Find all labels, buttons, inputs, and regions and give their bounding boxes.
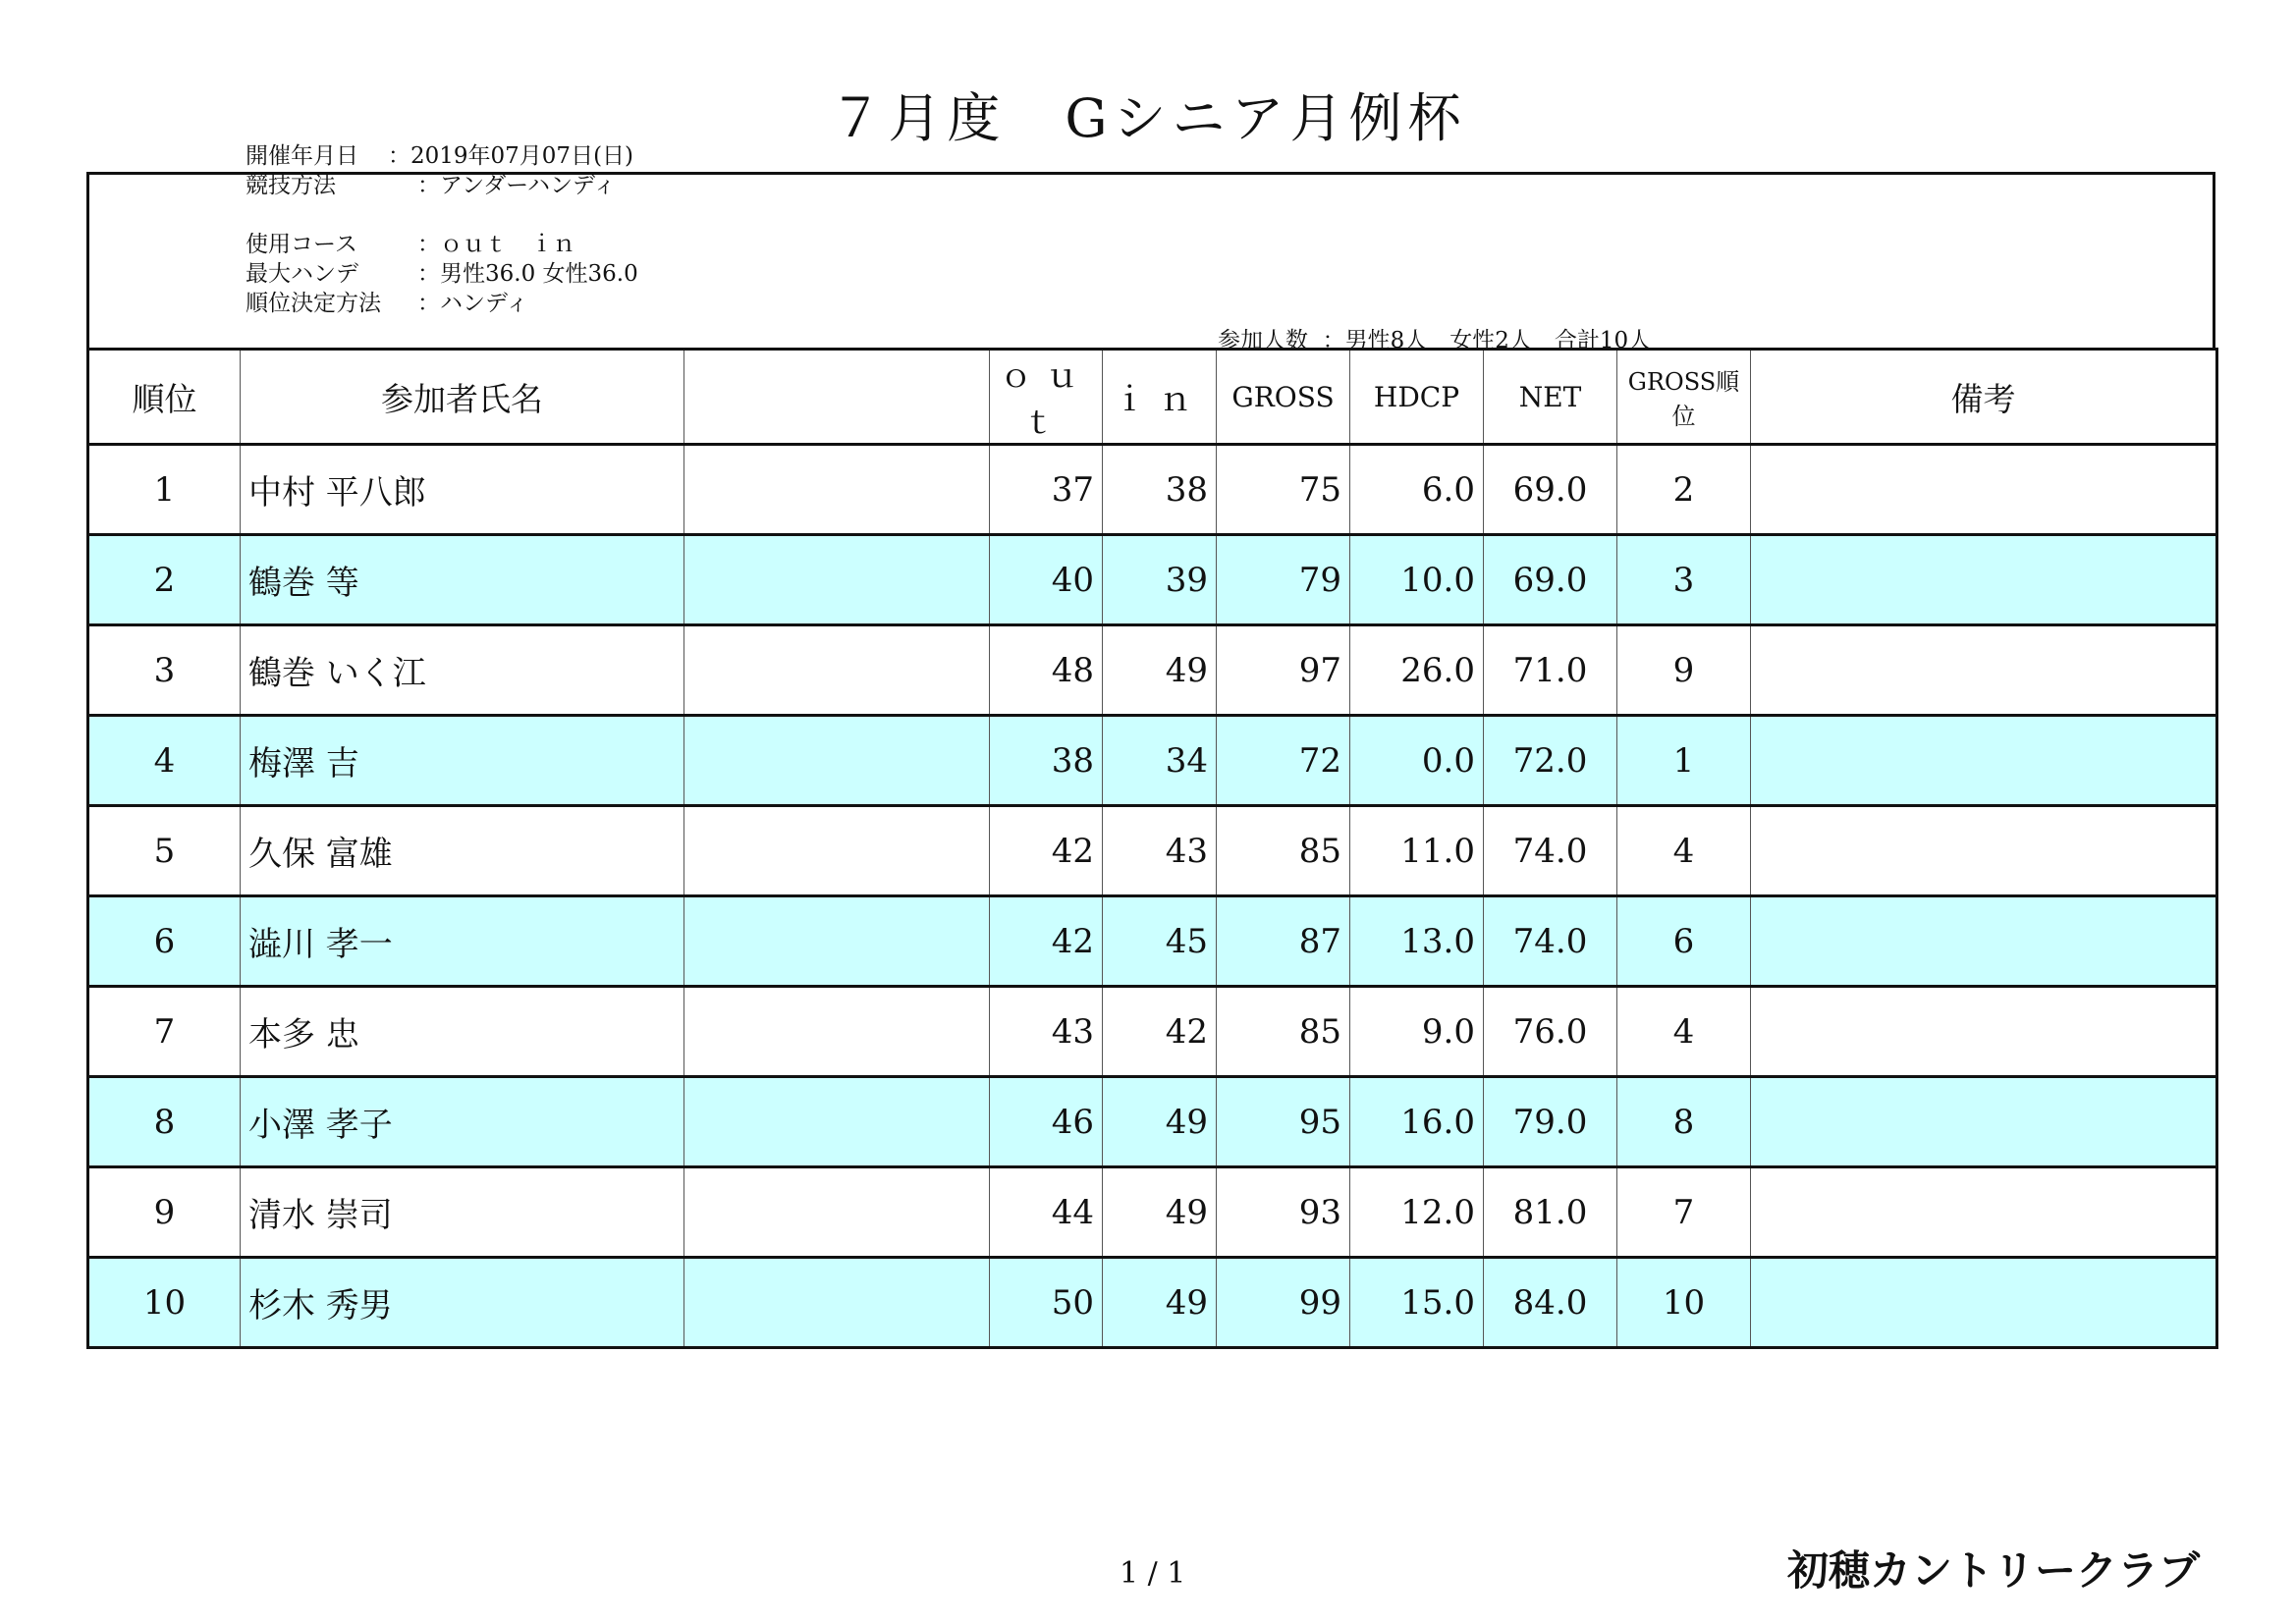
cell-name: 清水 崇司 bbox=[241, 1167, 684, 1258]
cell-hdcp: 6.0 bbox=[1350, 445, 1484, 535]
cell-gross-rank: 1 bbox=[1617, 716, 1751, 806]
cell-out: 48 bbox=[990, 625, 1103, 716]
cell-name: 杉木 秀男 bbox=[241, 1258, 684, 1348]
cell-gross: 79 bbox=[1217, 535, 1350, 625]
cell-remarks bbox=[1751, 445, 2217, 535]
meta-maxhandi-value: ：男性36.0 女性36.0 bbox=[417, 261, 638, 287]
cell-rank: 6 bbox=[88, 896, 241, 987]
cell-blank bbox=[684, 445, 990, 535]
meta-ranking-label: 順位決定方法 bbox=[246, 291, 381, 316]
meta-course-label: 使用コース bbox=[246, 232, 357, 257]
participants-value: ：男性8人 女性2人 合計10人 bbox=[1322, 328, 1652, 353]
cell-gross: 99 bbox=[1217, 1258, 1350, 1348]
header-net: NET bbox=[1484, 350, 1617, 445]
meta-maxhandi-label: 最大ハンデ bbox=[246, 261, 358, 287]
cell-gross-rank: 2 bbox=[1617, 445, 1751, 535]
cell-hdcp: 9.0 bbox=[1350, 987, 1484, 1077]
cell-hdcp: 11.0 bbox=[1350, 806, 1484, 896]
cell-rank: 4 bbox=[88, 716, 241, 806]
cell-blank bbox=[684, 1167, 990, 1258]
meta-maxhandi bbox=[246, 263, 638, 286]
cell-remarks bbox=[1751, 625, 2217, 716]
header-in: ｉｎ bbox=[1103, 350, 1217, 445]
cell-in: 49 bbox=[1103, 1258, 1217, 1348]
meta-course bbox=[246, 234, 575, 256]
cell-remarks bbox=[1751, 716, 2217, 806]
cell-out: 42 bbox=[990, 806, 1103, 896]
header-out: ｏｕｔ bbox=[990, 350, 1103, 445]
cell-net: 74.0 bbox=[1484, 896, 1617, 987]
cell-out: 37 bbox=[990, 445, 1103, 535]
cell-blank bbox=[684, 806, 990, 896]
cell-blank bbox=[684, 1258, 990, 1348]
meta-course-value: ：ｏｕｔ ｉｎ bbox=[417, 232, 575, 257]
table-row bbox=[88, 896, 2217, 987]
cell-in: 49 bbox=[1103, 1167, 1217, 1258]
club-name: 初穂カントリークラブ bbox=[1787, 1546, 2201, 1595]
page-number: 1 / 1 bbox=[1120, 1556, 1186, 1591]
cell-gross-rank: 7 bbox=[1617, 1167, 1751, 1258]
cell-in: 39 bbox=[1103, 535, 1217, 625]
header-hdcp: HDCP bbox=[1350, 350, 1484, 445]
cell-net: 84.0 bbox=[1484, 1258, 1617, 1348]
cell-net: 69.0 bbox=[1484, 445, 1617, 535]
cell-rank: 10 bbox=[88, 1258, 241, 1348]
cell-gross-rank: 4 bbox=[1617, 806, 1751, 896]
cell-blank bbox=[684, 535, 990, 625]
cell-gross-rank: 6 bbox=[1617, 896, 1751, 987]
cell-out: 50 bbox=[990, 1258, 1103, 1348]
cell-gross: 93 bbox=[1217, 1167, 1350, 1258]
cell-in: 34 bbox=[1103, 716, 1217, 806]
cell-hdcp: 12.0 bbox=[1350, 1167, 1484, 1258]
cell-net: 71.0 bbox=[1484, 625, 1617, 716]
meta-date-value: ：2019年07月07日(日) bbox=[388, 143, 634, 169]
cell-rank: 3 bbox=[88, 625, 241, 716]
cell-out: 42 bbox=[990, 896, 1103, 987]
header-rank: 順位 bbox=[88, 350, 241, 445]
cell-gross-rank: 3 bbox=[1617, 535, 1751, 625]
meta-ranking-value: ：ハンディ bbox=[417, 291, 529, 316]
cell-out: 46 bbox=[990, 1077, 1103, 1167]
cell-name: 澁川 孝一 bbox=[241, 896, 684, 987]
cell-remarks bbox=[1751, 806, 2217, 896]
table-row bbox=[88, 806, 2217, 896]
table-row bbox=[88, 445, 2217, 535]
table-row bbox=[88, 625, 2217, 716]
cell-out: 44 bbox=[990, 1167, 1103, 1258]
header-blank bbox=[684, 350, 990, 445]
cell-rank: 5 bbox=[88, 806, 241, 896]
cell-gross-rank: 8 bbox=[1617, 1077, 1751, 1167]
cell-hdcp: 16.0 bbox=[1350, 1077, 1484, 1167]
cell-remarks bbox=[1751, 535, 2217, 625]
table-row bbox=[88, 535, 2217, 625]
cell-hdcp: 0.0 bbox=[1350, 716, 1484, 806]
cell-blank bbox=[684, 896, 990, 987]
cell-gross: 85 bbox=[1217, 806, 1350, 896]
cell-remarks bbox=[1751, 896, 2217, 987]
header-name: 参加者氏名 bbox=[241, 350, 684, 445]
cell-blank bbox=[684, 625, 990, 716]
cell-rank: 7 bbox=[88, 987, 241, 1077]
cell-in: 49 bbox=[1103, 1077, 1217, 1167]
meta-box bbox=[86, 172, 2215, 349]
cell-gross-rank: 10 bbox=[1617, 1258, 1751, 1348]
cell-net: 74.0 bbox=[1484, 806, 1617, 896]
cell-hdcp: 10.0 bbox=[1350, 535, 1484, 625]
cell-name: 久保 富雄 bbox=[241, 806, 684, 896]
cell-name: 小澤 孝子 bbox=[241, 1077, 684, 1167]
cell-hdcp: 26.0 bbox=[1350, 625, 1484, 716]
cell-name: 鶴巻 等 bbox=[241, 535, 684, 625]
header-gross: GROSS bbox=[1217, 350, 1350, 445]
cell-in: 43 bbox=[1103, 806, 1217, 896]
cell-blank bbox=[684, 987, 990, 1077]
cell-out: 40 bbox=[990, 535, 1103, 625]
meta-method-value: ：アンダーハンディ bbox=[417, 173, 617, 198]
cell-out: 38 bbox=[990, 716, 1103, 806]
cell-hdcp: 13.0 bbox=[1350, 896, 1484, 987]
header-gross-rank: GROSS順位 bbox=[1617, 350, 1751, 445]
cell-net: 72.0 bbox=[1484, 716, 1617, 806]
cell-gross-rank: 9 bbox=[1617, 625, 1751, 716]
cell-rank: 1 bbox=[88, 445, 241, 535]
table-header-row bbox=[88, 350, 2217, 445]
meta-method-label: 競技方法 bbox=[246, 173, 336, 198]
cell-gross: 72 bbox=[1217, 716, 1350, 806]
cell-net: 69.0 bbox=[1484, 535, 1617, 625]
cell-in: 42 bbox=[1103, 987, 1217, 1077]
cell-gross: 97 bbox=[1217, 625, 1350, 716]
cell-in: 38 bbox=[1103, 445, 1217, 535]
cell-gross: 95 bbox=[1217, 1077, 1350, 1167]
table-row bbox=[88, 1167, 2217, 1258]
participants-label: 参加人数 bbox=[1218, 328, 1308, 353]
table-row bbox=[88, 1258, 2217, 1348]
cell-net: 79.0 bbox=[1484, 1077, 1617, 1167]
cell-name: 梅澤 吉 bbox=[241, 716, 684, 806]
cell-gross: 85 bbox=[1217, 987, 1350, 1077]
table-row bbox=[88, 716, 2217, 806]
cell-remarks bbox=[1751, 1167, 2217, 1258]
cell-gross: 87 bbox=[1217, 896, 1350, 987]
table-row bbox=[88, 1077, 2217, 1167]
cell-blank bbox=[684, 716, 990, 806]
meta-date bbox=[246, 145, 633, 168]
meta-method bbox=[246, 175, 616, 197]
table-row bbox=[88, 987, 2217, 1077]
cell-out: 43 bbox=[990, 987, 1103, 1077]
cell-name: 中村 平八郎 bbox=[241, 445, 684, 535]
cell-gross: 75 bbox=[1217, 445, 1350, 535]
cell-hdcp: 15.0 bbox=[1350, 1258, 1484, 1348]
header-remarks: 備考 bbox=[1751, 350, 2217, 445]
meta-ranking bbox=[246, 293, 528, 315]
cell-in: 49 bbox=[1103, 625, 1217, 716]
cell-gross-rank: 4 bbox=[1617, 987, 1751, 1077]
meta-date-label: 開催年月日 bbox=[246, 143, 358, 169]
page-title: ７月度 Gシニア月例杯 bbox=[829, 87, 1467, 149]
cell-rank: 8 bbox=[88, 1077, 241, 1167]
cell-blank bbox=[684, 1077, 990, 1167]
cell-rank: 2 bbox=[88, 535, 241, 625]
cell-rank: 9 bbox=[88, 1167, 241, 1258]
cell-name: 本多 忠 bbox=[241, 987, 684, 1077]
cell-remarks bbox=[1751, 1077, 2217, 1167]
cell-net: 76.0 bbox=[1484, 987, 1617, 1077]
cell-name: 鶴巻 いく江 bbox=[241, 625, 684, 716]
results-table bbox=[86, 348, 2218, 1349]
cell-remarks bbox=[1751, 1258, 2217, 1348]
cell-in: 45 bbox=[1103, 896, 1217, 987]
cell-remarks bbox=[1751, 987, 2217, 1077]
cell-net: 81.0 bbox=[1484, 1167, 1617, 1258]
